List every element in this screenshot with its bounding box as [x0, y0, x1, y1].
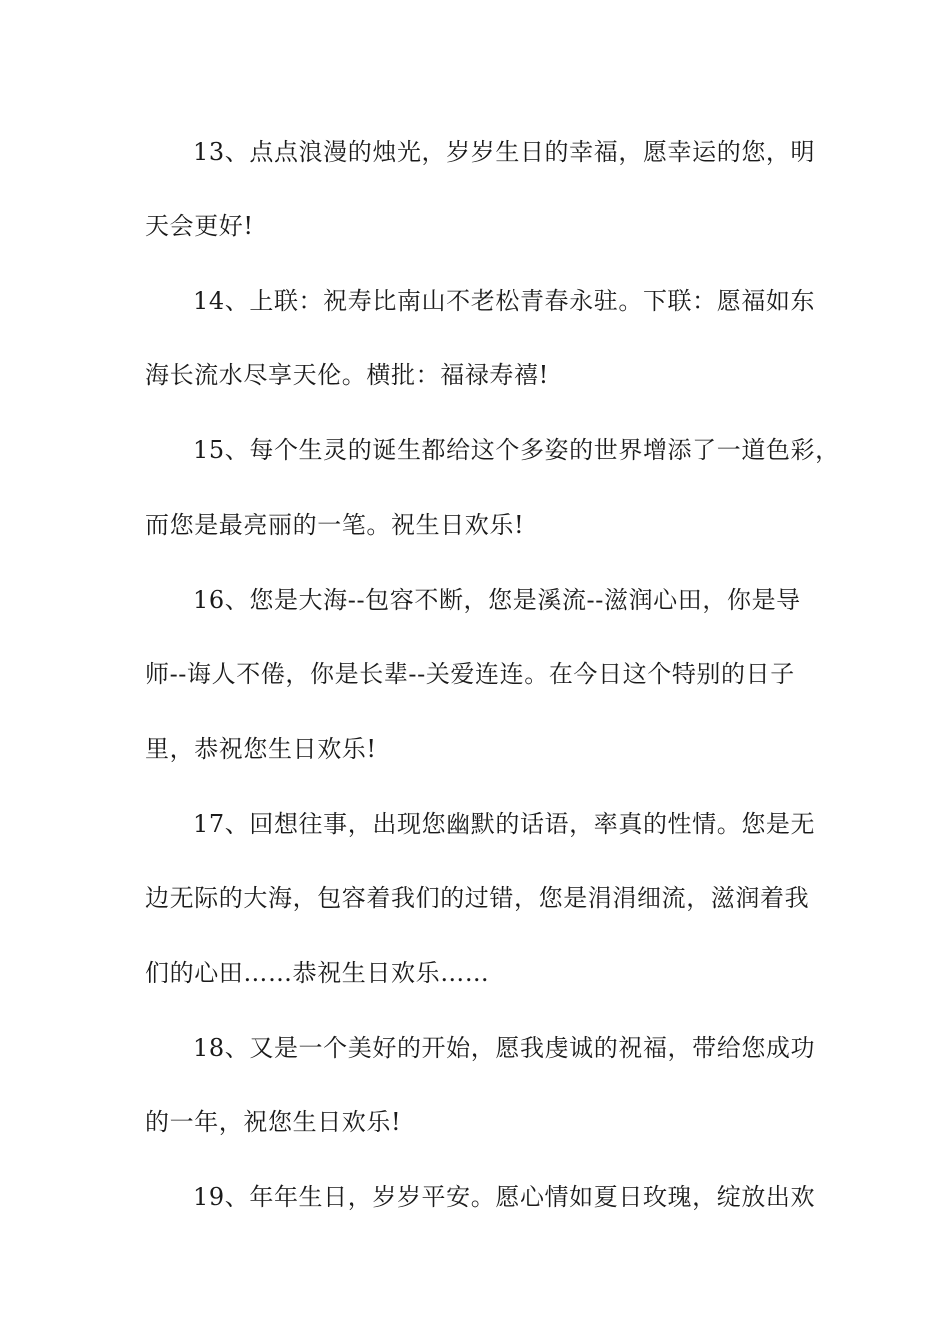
paragraph-15-line-1: 15、每个生灵的诞生都给这个多姿的世界增添了一道色彩，	[193, 436, 840, 464]
paragraph-17-line-3: 们的心田……恭祝生日欢乐……	[145, 959, 490, 987]
paragraph-18-line-1: 18、又是一个美好的开始，愿我虔诚的祝福，带给您成功	[193, 1034, 816, 1062]
paragraph-14-line-2: 海长流水尽享天伦。横批：福禄寿禧!	[145, 361, 549, 389]
paragraph-18-line-2: 的一年，祝您生日欢乐!	[145, 1108, 402, 1136]
paragraph-13-line-1: 13、点点浪漫的烛光，岁岁生日的幸福，愿幸运的您，明	[193, 138, 816, 166]
paragraph-15-line-2: 而您是最亮丽的一笔。祝生日欢乐!	[145, 511, 525, 539]
paragraph-13-line-2: 天会更好!	[145, 212, 254, 240]
paragraph-16-line-2: 师--诲人不倦，你是长辈--关爱连连。在今日这个特别的日子	[145, 660, 795, 688]
paragraph-14-line-1: 14、上联：祝寿比南山不老松青春永驻。下联：愿福如东	[193, 287, 816, 315]
paragraph-17-line-1: 17、回想往事，出现您幽默的话语，率真的性情。您是无	[193, 810, 816, 838]
paragraph-16-line-3: 里，恭祝您生日欢乐!	[145, 735, 377, 763]
paragraph-19-line-1: 19、年年生日，岁岁平安。愿心情如夏日玫瑰，绽放出欢	[193, 1183, 816, 1211]
paragraph-17-line-2: 边无际的大海，包容着我们的过错，您是涓涓细流，滋润着我	[145, 884, 810, 912]
paragraph-16-line-1: 16、您是大海--包容不断，您是溪流--滋润心田，你是导	[193, 586, 801, 614]
